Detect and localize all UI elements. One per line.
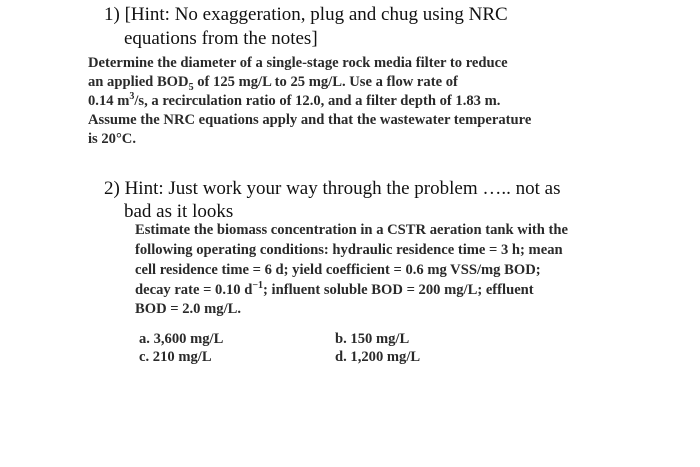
problem1-hint-line1: 1) [Hint: No exaggeration, plug and chug using NRC <box>104 4 508 25</box>
problem1-text-line3-part-b: /s, a recirculation ratio of 12.0, and a filter depth of 1.83 m. <box>134 93 501 109</box>
problem2-hint-line1: 2) Hint: Just work your way through the problem ….. not as <box>104 178 561 199</box>
cubic-superscript: 3 <box>129 91 135 103</box>
problem1-text-line2-part-a: an applied BOD <box>88 74 189 90</box>
problem1-hint-line2: equations from the notes] <box>124 28 318 49</box>
problem2-text-line3: cell residence time = 6 d; yield coefficient = 0.6 mg VSS/mg BOD; <box>135 262 541 278</box>
answer-option-c: c. 210 mg/L <box>139 349 212 365</box>
answer-option-a: a. 3,600 mg/L <box>139 331 224 347</box>
problem1-text-line2 <box>88 73 458 91</box>
problem2-text-line1: Estimate the biomass concentration in a CSTR aeration tank with the <box>135 222 568 238</box>
problem1-text-line3 <box>88 92 500 110</box>
problem2-text-line4-part-b: ; influent soluble BOD = 200 mg/L; effluent <box>263 282 534 298</box>
problem1-text-line2-part-b: of 125 mg/L to 25 mg/L. Use a flow rate of <box>193 74 458 90</box>
problem1-text-line3-part-a: 0.14 m <box>88 93 130 109</box>
problem2-text-line4-part-a: decay rate = 0.10 d <box>135 282 253 298</box>
inverse-day-superscript: −1 <box>252 280 264 292</box>
problem1-text-line5: is 20°C. <box>88 131 136 147</box>
problem2-text-line5: BOD = 2.0 mg/L. <box>135 301 242 317</box>
problem1-text-line1: Determine the diameter of a single-stage rock media filter to reduce <box>88 55 508 71</box>
answer-option-b: b. 150 mg/L <box>335 331 410 347</box>
problem2-hint-line2: bad as it looks <box>124 201 234 222</box>
bod-subscript: 5 <box>188 81 194 93</box>
problem2-text-line2: following operating conditions: hydraulic residence time = 3 h; mean <box>135 242 563 258</box>
answer-option-d: d. 1,200 mg/L <box>335 349 421 365</box>
problem1-text-line4: Assume the NRC equations apply and that the wastewater temperature <box>88 112 532 128</box>
problem2-text-line4 <box>135 281 534 299</box>
